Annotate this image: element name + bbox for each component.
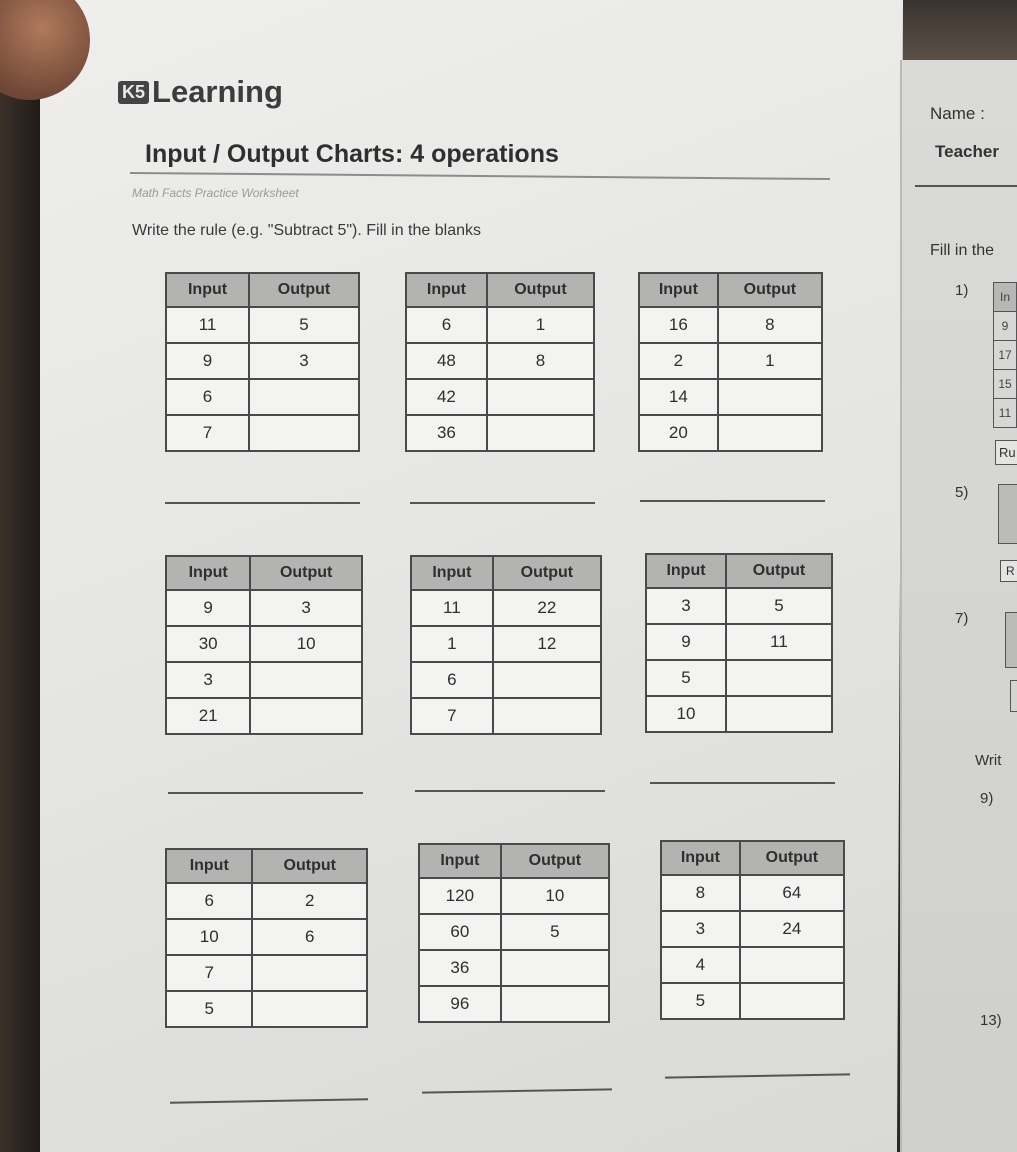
- blank-cell[interactable]: [249, 379, 359, 415]
- input-cell: 16: [639, 307, 718, 343]
- input-header: Input: [661, 841, 740, 875]
- input-cell: 7: [411, 698, 493, 734]
- input-cell: 7: [166, 955, 252, 991]
- input-cell: 6: [166, 883, 252, 919]
- output-cell: 3: [250, 590, 362, 626]
- input-cell: 21: [166, 698, 250, 734]
- table-row: [639, 343, 822, 379]
- table-row: [639, 379, 822, 415]
- table-row: [411, 626, 601, 662]
- table-row: [166, 307, 359, 343]
- table-row: [166, 883, 367, 919]
- instructions: Write the rule (e.g. "Subtract 5"). Fill in the blanks: [132, 222, 481, 239]
- blank-cell[interactable]: [252, 955, 367, 991]
- table-row: [406, 379, 594, 415]
- table-row: [411, 590, 601, 626]
- output-cell: 24: [740, 911, 844, 947]
- blank-cell[interactable]: [493, 698, 601, 734]
- problem-number: 13): [980, 1012, 1002, 1029]
- output-header: Output: [726, 554, 832, 588]
- mini-header: In: [994, 283, 1017, 312]
- output-header: Output: [250, 556, 362, 590]
- input-cell: 8: [661, 875, 740, 911]
- rule-label: Ru: [995, 440, 1017, 465]
- input-cell: 30: [166, 626, 250, 662]
- table-header-row: [639, 273, 822, 307]
- output-cell: 1: [718, 343, 822, 379]
- rule-answer-line[interactable]: [415, 790, 605, 792]
- mini-cell: 9: [994, 312, 1017, 341]
- io-table: [638, 272, 823, 452]
- background-left: [0, 80, 40, 1152]
- output-cell: 11: [726, 624, 832, 660]
- input-cell: 10: [646, 696, 726, 732]
- blank-cell[interactable]: [493, 662, 601, 698]
- io-table: [165, 272, 360, 452]
- table-row: [639, 415, 822, 451]
- table-header-row: [166, 273, 359, 307]
- input-header: Input: [406, 273, 487, 307]
- table-row: [166, 955, 367, 991]
- blank-cell[interactable]: [740, 947, 844, 983]
- table-row: [661, 875, 844, 911]
- table-header-row: [166, 849, 367, 883]
- blank-cell[interactable]: [726, 696, 832, 732]
- blank-cell[interactable]: [718, 415, 822, 451]
- output-cell: 5: [249, 307, 359, 343]
- mini-cell: 11: [994, 399, 1017, 428]
- input-cell: 14: [639, 379, 718, 415]
- input-cell: 10: [166, 919, 252, 955]
- input-cell: 3: [661, 911, 740, 947]
- write-instruction: Writ: [975, 752, 1002, 769]
- output-header: Output: [740, 841, 844, 875]
- input-cell: 11: [166, 307, 249, 343]
- input-cell: 6: [411, 662, 493, 698]
- table-row: [646, 588, 832, 624]
- blank-cell[interactable]: [249, 415, 359, 451]
- table-header-row: [646, 554, 832, 588]
- table-row: [166, 343, 359, 379]
- output-cell: 12: [493, 626, 601, 662]
- blank-cell[interactable]: [718, 379, 822, 415]
- problem-number: 7): [955, 610, 969, 627]
- output-cell: 10: [501, 878, 609, 914]
- table-row: [419, 986, 609, 1022]
- output-cell: 6: [252, 919, 367, 955]
- output-header: Output: [493, 556, 601, 590]
- io-table: [410, 555, 602, 735]
- rule-answer-line[interactable]: [168, 792, 363, 794]
- logo: [118, 74, 283, 110]
- rule-label-short: R: [1000, 560, 1017, 582]
- table-row: [411, 698, 601, 734]
- problem-number: 5): [955, 484, 969, 501]
- input-header: Input: [166, 849, 252, 883]
- table-header-row: [661, 841, 844, 875]
- table-row: [646, 660, 832, 696]
- table-row: [166, 379, 359, 415]
- table-row: [166, 698, 362, 734]
- blank-cell[interactable]: [501, 950, 609, 986]
- worksheet-subtitle: Math Facts Practice Worksheet: [132, 186, 299, 200]
- input-header: Input: [166, 556, 250, 590]
- logo-text: Learning: [152, 74, 283, 109]
- blank-cell[interactable]: [250, 662, 362, 698]
- output-cell: 2: [252, 883, 367, 919]
- input-cell: 6: [406, 307, 487, 343]
- io-table: [165, 848, 368, 1028]
- name-label: Name :: [930, 104, 985, 123]
- teacher-label: Teacher: [935, 142, 999, 161]
- output-cell: 8: [718, 307, 822, 343]
- partial-table-edge: [1010, 680, 1017, 712]
- input-cell: 5: [166, 991, 252, 1027]
- input-header: Input: [411, 556, 493, 590]
- table-header-row: [419, 844, 609, 878]
- table-row: [419, 878, 609, 914]
- input-cell: 120: [419, 878, 501, 914]
- blank-cell[interactable]: [740, 983, 844, 1019]
- output-header: Output: [487, 273, 594, 307]
- table-row: [646, 624, 832, 660]
- blank-cell[interactable]: [726, 660, 832, 696]
- partial-table-edge: [998, 484, 1017, 544]
- output-cell: 22: [493, 590, 601, 626]
- mini-cell: 17: [994, 341, 1017, 370]
- io-table: [405, 272, 595, 452]
- output-header: Output: [718, 273, 822, 307]
- input-cell: 96: [419, 986, 501, 1022]
- input-header: Input: [646, 554, 726, 588]
- mini-cell: 15: [994, 370, 1017, 399]
- input-cell: 36: [419, 950, 501, 986]
- problem-number: 1): [955, 282, 969, 299]
- table-row: [661, 947, 844, 983]
- table-row: [166, 626, 362, 662]
- input-cell: 9: [166, 343, 249, 379]
- input-cell: 5: [661, 983, 740, 1019]
- output-header: Output: [501, 844, 609, 878]
- teacher-line[interactable]: [915, 185, 1017, 187]
- partial-table-edge: [1005, 612, 1017, 668]
- rule-answer-line[interactable]: [165, 502, 360, 504]
- table-row: [166, 991, 367, 1027]
- table-row: [661, 911, 844, 947]
- output-cell: 10: [250, 626, 362, 662]
- blank-cell[interactable]: [252, 991, 367, 1027]
- input-cell: 3: [166, 662, 250, 698]
- table-row: [166, 415, 359, 451]
- input-cell: 7: [166, 415, 249, 451]
- output-cell: 5: [501, 914, 609, 950]
- partial-io-table: [993, 282, 1017, 428]
- input-header: Input: [419, 844, 501, 878]
- table-row: [166, 919, 367, 955]
- input-cell: 5: [646, 660, 726, 696]
- fill-instruction: Fill in the: [930, 242, 995, 259]
- input-cell: 2: [639, 343, 718, 379]
- table-row: [406, 307, 594, 343]
- table-header-row: [411, 556, 601, 590]
- rule-answer-line[interactable]: [410, 502, 595, 504]
- input-cell: 4: [661, 947, 740, 983]
- output-cell: 3: [249, 343, 359, 379]
- input-cell: 6: [166, 379, 249, 415]
- problem-number: 9): [980, 790, 994, 807]
- table-header-row: [166, 556, 362, 590]
- table-row: [639, 307, 822, 343]
- blank-cell[interactable]: [487, 415, 594, 451]
- output-header: Output: [252, 849, 367, 883]
- input-cell: 11: [411, 590, 493, 626]
- logo-badge: K5: [118, 81, 149, 104]
- input-header: Input: [639, 273, 718, 307]
- worksheet-title: Input / Output Charts: 4 operations: [145, 140, 559, 168]
- table-row: [166, 662, 362, 698]
- io-table: [660, 840, 845, 1020]
- output-header: Output: [249, 273, 359, 307]
- blank-cell[interactable]: [501, 986, 609, 1022]
- input-cell: 48: [406, 343, 487, 379]
- table-row: [419, 914, 609, 950]
- output-cell: 5: [726, 588, 832, 624]
- input-cell: 1: [411, 626, 493, 662]
- table-row: [406, 343, 594, 379]
- input-cell: 36: [406, 415, 487, 451]
- rule-answer-line[interactable]: [640, 500, 825, 502]
- second-worksheet-page: [900, 60, 1017, 1152]
- input-cell: 60: [419, 914, 501, 950]
- output-cell: 1: [487, 307, 594, 343]
- input-cell: 42: [406, 379, 487, 415]
- output-cell: 8: [487, 343, 594, 379]
- input-cell: 9: [646, 624, 726, 660]
- rule-answer-line[interactable]: [650, 782, 835, 784]
- input-cell: 3: [646, 588, 726, 624]
- table-row: [646, 696, 832, 732]
- io-table: [418, 843, 610, 1023]
- input-header: Input: [166, 273, 249, 307]
- table-row: [661, 983, 844, 1019]
- input-cell: 20: [639, 415, 718, 451]
- table-row: [411, 662, 601, 698]
- table-row: [419, 950, 609, 986]
- input-cell: 9: [166, 590, 250, 626]
- blank-cell[interactable]: [250, 698, 362, 734]
- table-header-row: [406, 273, 594, 307]
- table-row: [406, 415, 594, 451]
- output-cell: 64: [740, 875, 844, 911]
- io-table: [165, 555, 363, 735]
- io-table: [645, 553, 833, 733]
- blank-cell[interactable]: [487, 379, 594, 415]
- table-row: [166, 590, 362, 626]
